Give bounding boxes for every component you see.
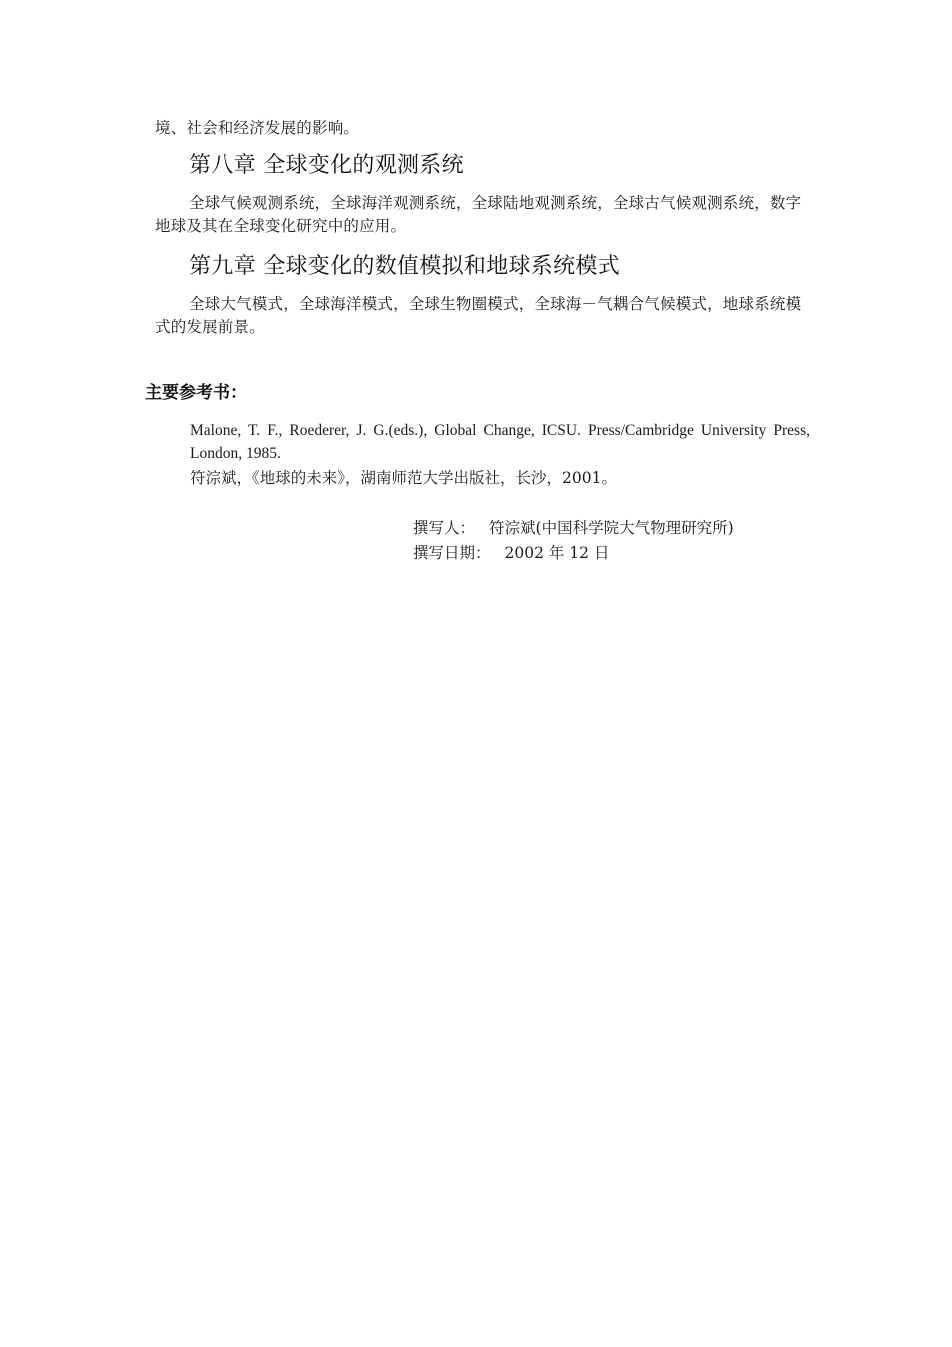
- author-line: [413, 517, 734, 540]
- reference-item-2: 符淙斌，《地球的未来》，湖南师范大学出版社，长沙，2001。: [190, 469, 617, 487]
- date-value: 2002 年 12 日: [504, 544, 610, 562]
- chapter-8-heading: 第八章 全球变化的观测系统: [189, 153, 464, 178]
- chapter-9-body: 全球大气模式，全球海洋模式，全球生物圈模式，全球海－气耦合气候模式，地球系统模式的发展前景。: [155, 295, 802, 336]
- chapter-8-body: 全球气候观测系统，全球海洋观测系统，全球陆地观测系统，全球古气候观测系统，数字地球及其在全球变化研究中的应用。: [155, 194, 802, 235]
- date-line: [413, 542, 609, 565]
- chapter-9-heading: 第九章 全球变化的数值模拟和地球系统模式: [189, 254, 620, 279]
- date-label: 撰写日期：: [413, 544, 491, 562]
- intro-tail-paragraph: 境、社会和经济发展的影响。: [155, 119, 360, 137]
- references-heading: 主要参考书：: [145, 383, 247, 403]
- author-label: 撰写人：: [413, 519, 476, 537]
- reference-item-1: Malone, T. F., Roederer, J. G.(eds.), Global Change, ICSU. Press/Cambridge University Press, London, 1985.: [190, 422, 810, 462]
- author-value: 符淙斌(中国科学院大气物理研究所): [489, 519, 734, 537]
